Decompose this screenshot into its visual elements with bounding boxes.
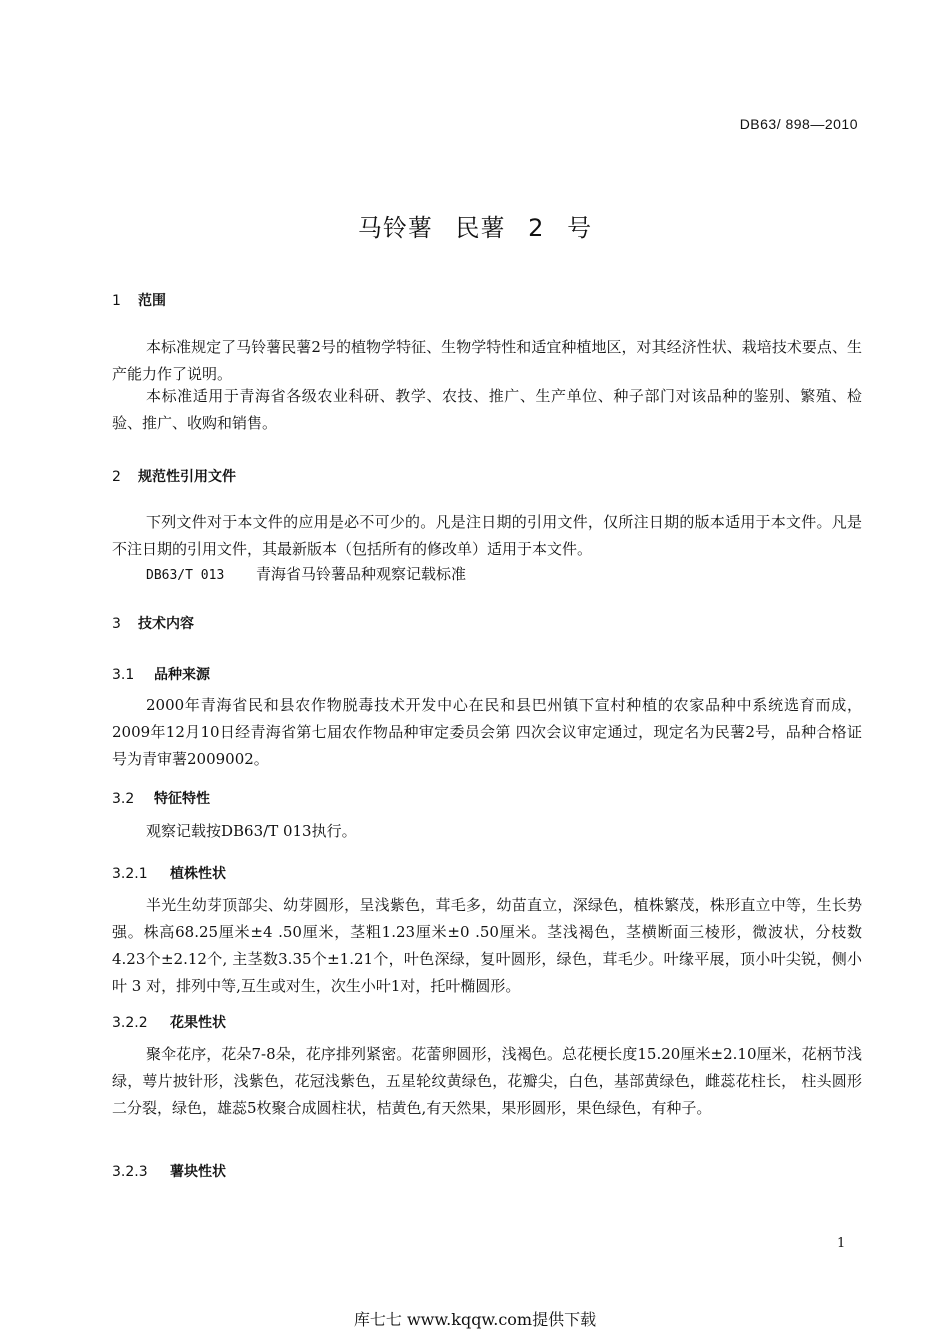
section-3-2-1-paragraph: 半光生幼芽顶部尖、幼芽圆形，呈浅紫色，茸毛多，幼苗直立，深绿色，植株繁茂，株形直立中等，生长势强。株高68.25厘米±4 .50厘米，茎粗1.23厘米±0 .50厘米。茎浅褐色，茎横断面三棱形，微波状，分枝数4.23个±2.12个, 主茎数3.35个±1.21个，叶色深绿，复叶圆形，绿色，茸毛少。叶缘平展，顶小叶尖锐，侧小叶 3 对，排列中等,互生或对生，次生小叶1对，托叶椭圆形。: [112, 896, 862, 995]
section-3-1-heading: [112, 664, 210, 684]
section-number: 3.1: [112, 667, 135, 683]
section-title: 范围: [138, 293, 166, 309]
section-2-heading: [112, 466, 236, 486]
section-title: 规范性引用文件: [138, 469, 236, 485]
normative-reference: [146, 563, 466, 584]
section-number: 3.2: [112, 791, 135, 807]
section-title: 技术内容: [138, 616, 194, 632]
section-3-2-2-paragraph: 聚伞花序，花朵7-8朵，花序排列紧密。花蕾卵圆形，浅褐色。总花梗长度15.20厘米±2.10厘米，花柄节浅绿，萼片披针形，浅紫色，花冠浅紫色，五星轮纹黄绿色，花瓣尖，白色，基部黄绿色，雌蕊花柱长， 柱头圆形二分裂，绿色，雄蕊5枚聚合成圆柱状，桔黄色,有天然果，果形圆形，果色绿色，有种子。: [112, 1045, 862, 1117]
section-title: 花果性状: [170, 1015, 226, 1031]
section-number: 3.2.2: [112, 1015, 148, 1031]
section-title: 薯块性状: [170, 1164, 226, 1180]
section-1-paragraph-1: 本标准规定了马铃薯民薯2号的植物学特征、生物学特性和适宜种植地区，对其经济性状、栽培技术要点、生产能力作了说明。: [112, 338, 862, 383]
section-3-2-1-heading: [112, 863, 226, 883]
section-number: 2: [112, 469, 121, 485]
section-title: 特征特性: [154, 791, 210, 807]
section-3-2-2-heading: [112, 1012, 226, 1032]
section-3-2-paragraph: 观察记载按DB63/T 013执行。: [146, 822, 357, 840]
section-1-paragraph-2: 本标准适用于青海省各级农业科研、教学、农技、推广、生产单位、种子部门对该品种的鉴别、繁殖、检验、推广、收购和销售。: [112, 387, 862, 432]
section-number: 1: [112, 293, 121, 309]
section-3-2-3-heading: [112, 1161, 226, 1181]
reference-title: 青海省马铃薯品种观察记载标准: [256, 565, 467, 583]
section-2-paragraph-1: 下列文件对于本文件的应用是必不可少的。凡是注日期的引用文件，仅所注日期的版本适用于本文件。凡是不注日期的引用文件，其最新版本（包括所有的修改单）适用于本文件。: [112, 513, 862, 558]
page-number: 1: [837, 1236, 846, 1251]
section-number: 3.2.3: [112, 1164, 148, 1180]
section-1-heading: [112, 290, 166, 310]
section-title: 品种来源: [154, 667, 210, 683]
download-watermark: 库七七 www.kqqw.com提供下载: [353, 1310, 597, 1329]
section-title: 植株性状: [170, 866, 226, 882]
reference-code: DB63/T 013: [146, 568, 225, 583]
section-number: 3.2.1: [112, 866, 148, 882]
section-3-2-heading: [112, 788, 210, 808]
document-title: 马铃薯 民薯 2 号: [357, 214, 593, 242]
section-3-1-paragraph: 2000年青海省民和县农作物脱毒技术开发中心在民和县巴州镇下宣村种植的农家品种中系统选育而成，2009年12月10日经青海省第七届农作物品种审定委员会第 四次会议审定通过，现定名为民薯2号，品种合格证号为青审薯2009002。: [112, 696, 862, 768]
section-3-heading: [112, 613, 194, 633]
section-number: 3: [112, 616, 121, 632]
standard-code: DB63/ 898—2010: [739, 116, 858, 132]
